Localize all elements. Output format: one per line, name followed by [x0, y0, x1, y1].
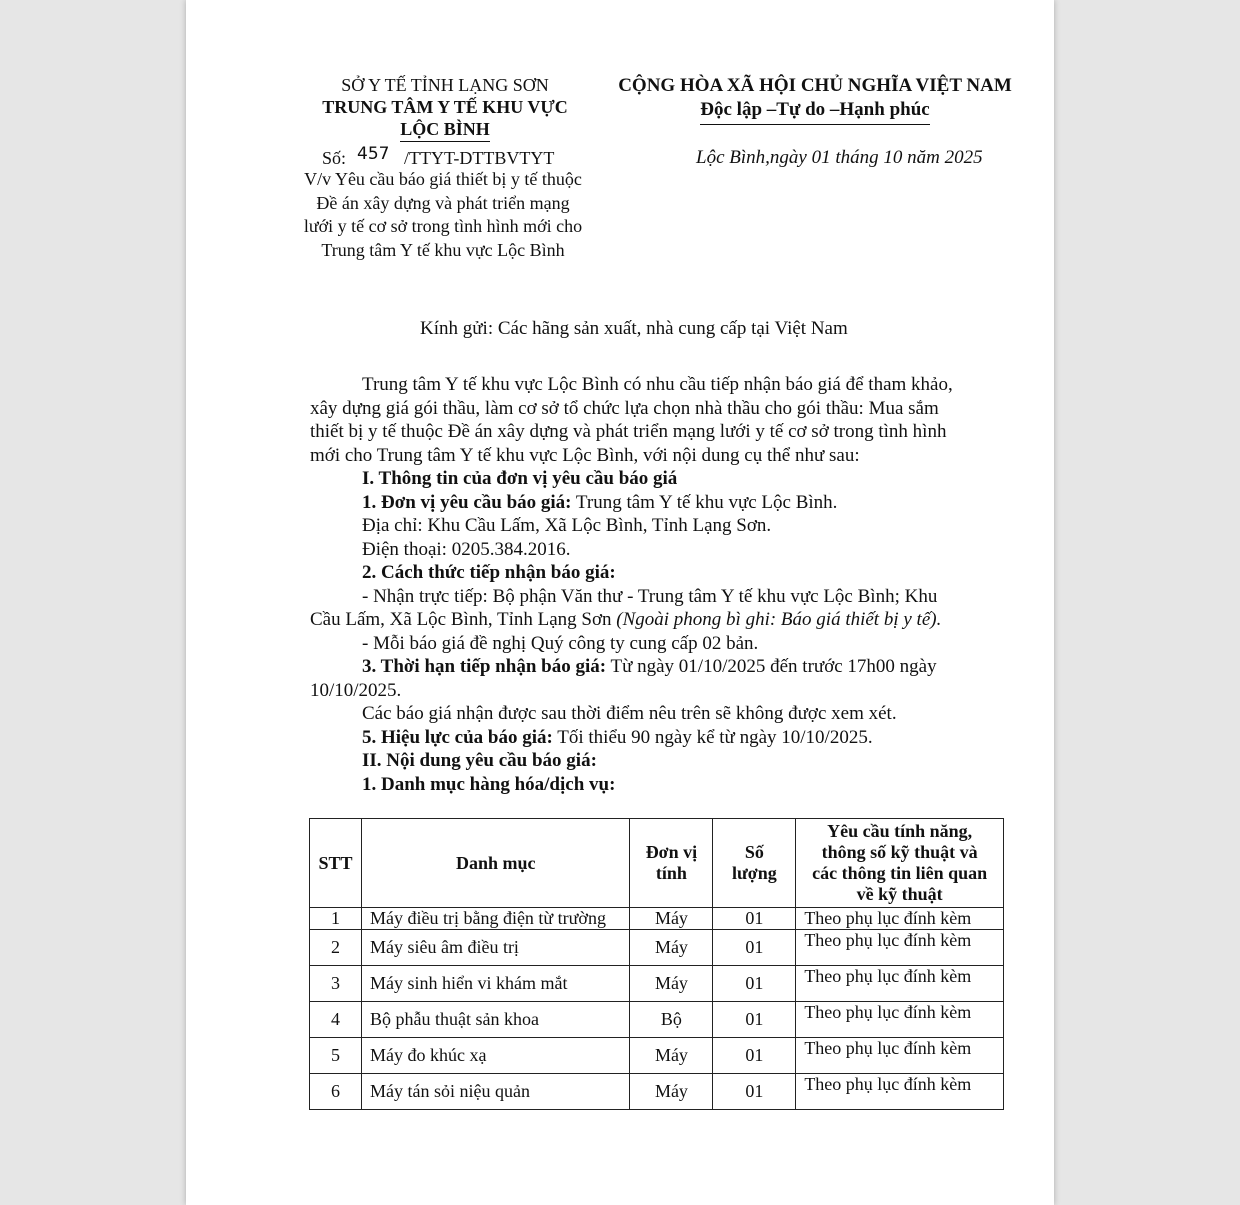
validity-value: Tối thiểu 90 ngày kể từ ngày 10/10/2025. [552, 726, 873, 748]
header-stt: STT [310, 819, 362, 908]
agency-name-line1: TRUNG TÂM Y TẾ KHU VỰC [322, 97, 568, 117]
envelope-note: (Ngoài phong bì ghi: Báo giá thiết bị y tế). [616, 609, 942, 630]
cell-requirements: Theo phụ lục đính kèm [796, 908, 1004, 930]
cell-name: Máy sinh hiển vi khám mắt [361, 966, 630, 1002]
cell-stt: 4 [310, 1002, 362, 1038]
intro-paragraph [310, 373, 1000, 467]
phone: Điện thoại: 0205.384.2016. [362, 538, 571, 560]
header-qty-line: lượng [731, 863, 777, 883]
doc-number-suffix: /TTYT-DTTBVTYT [404, 148, 555, 168]
intro-line: Trung tâm Y tế khu vực Lộc Bình có nhu cầu tiếp nhận báo giá để tham khảo, [362, 374, 953, 395]
deadline-label: 3. Thời hạn tiếp nhận báo giá: [362, 656, 607, 677]
cell-qty: 01 [713, 1074, 796, 1110]
cell-unit: Máy [630, 908, 713, 930]
subject-line: V/v Yêu cầu báo giá thiết bị y tế thuộc [304, 169, 582, 189]
deadline-value: Từ ngày 01/10/2025 đến trước 17h00 ngày [606, 656, 937, 677]
cell-stt: 3 [310, 966, 362, 1002]
late-note: Các báo giá nhận được sau thời điểm nêu trên sẽ không được xem xét. [362, 703, 897, 724]
header-unit [630, 819, 713, 908]
table-row [310, 1002, 1004, 1038]
header-requirements [796, 819, 1004, 908]
document-subject [290, 168, 596, 262]
goods-table [309, 818, 1004, 1110]
cell-requirements: Theo phụ lục đính kèm [796, 966, 1004, 1002]
address: Địa chỉ: Khu Cầu Lấm, Xã Lộc Bình, Tỉnh Lạng Sơn. [362, 515, 772, 536]
table-header-row [310, 819, 1004, 908]
validity [310, 726, 1000, 750]
cell-stt: 6 [310, 1074, 362, 1110]
section-1 [310, 467, 1000, 796]
intro-line: xây dựng giá gói thầu, làm cơ sở tổ chức lựa chọn nhà thầu cho gói thầu: Mua sắm [310, 397, 939, 419]
cell-unit: Máy [630, 1038, 713, 1074]
deadline-value-cont: 10/10/2025. [310, 679, 402, 701]
direct-delivery-line2 [310, 608, 1000, 632]
header-unit-line: tính [655, 863, 687, 883]
header-req-line: Yêu cầu tính năng, [827, 821, 973, 841]
header-req-line: thông số kỹ thuật và [821, 842, 978, 862]
intro-line: mới cho Trung tâm Y tế khu vực Lộc Bình, với nội dung cụ thể như sau: [310, 444, 860, 466]
table-row [310, 1074, 1004, 1110]
cell-qty: 01 [713, 1002, 796, 1038]
validity-label: 5. Hiệu lực của báo giá: [362, 726, 553, 748]
header-qty-line: Số [744, 842, 764, 862]
header-req-line: các thông tin liên quan [812, 863, 988, 883]
cell-name: Máy điều trị bằng điện từ trường [361, 908, 630, 930]
header-name: Danh mục [361, 819, 630, 908]
cell-requirements: Theo phụ lục đính kèm [796, 1038, 1004, 1074]
header-qty [713, 819, 796, 908]
header-unit-line: Đơn vị [645, 842, 698, 862]
subject-line: Đề án xây dựng và phát triển mạng [316, 192, 570, 213]
cell-name: Máy siêu âm điều trị [361, 930, 630, 966]
cell-name: Máy tán sỏi niệu quản [361, 1074, 630, 1110]
cell-requirements: Theo phụ lục đính kèm [796, 1074, 1004, 1110]
cell-qty: 01 [713, 966, 796, 1002]
cell-qty: 01 [713, 908, 796, 930]
cell-stt: 1 [310, 908, 362, 930]
direct-delivery-address: Cầu Lấm, Xã Lộc Bình, Tỉnh Lạng Sơn [310, 609, 617, 630]
recipient-line: Kính gửi: Các hãng sản xuất, nhà cung cấp tại Việt Nam [420, 318, 848, 339]
cell-unit: Bộ [630, 1002, 713, 1038]
cell-unit: Máy [630, 930, 713, 966]
cell-unit: Máy [630, 966, 713, 1002]
requesting-unit-value: Trung tâm Y tế khu vực Lộc Bình. [571, 491, 838, 513]
cell-stt: 5 [310, 1038, 362, 1074]
cell-requirements: Theo phụ lục đính kèm [796, 1002, 1004, 1038]
doc-number-prefix: Số: [322, 148, 347, 168]
cell-qty: 01 [713, 1038, 796, 1074]
table-row [310, 966, 1004, 1002]
deadline [310, 655, 1000, 679]
section-1-heading: I. Thông tin của đơn vị yêu cầu báo giá [362, 468, 678, 489]
national-header [610, 74, 1020, 125]
document-date: Lộc Bình,ngày 01 tháng 10 năm 2025 [696, 147, 983, 168]
subject-line: lưới y tế cơ sở trong tình hình mới cho [303, 216, 583, 236]
cell-requirements: Theo phụ lục đính kèm [796, 930, 1004, 966]
goods-list-heading: 1. Danh mục hàng hóa/dịch vụ: [362, 773, 616, 795]
cell-stt: 2 [310, 930, 362, 966]
cell-name: Bộ phẫu thuật sản khoa [361, 1002, 630, 1038]
agency-name-line2: LỘC BÌNH [400, 118, 490, 142]
cell-qty: 01 [713, 930, 796, 966]
header-req-line: về kỹ thuật [856, 884, 943, 904]
section-2-heading: II. Nội dung yêu cầu báo giá: [362, 750, 597, 771]
table-row [310, 930, 1004, 966]
national-motto: Độc lập –Tự do –Hạnh phúc [700, 98, 929, 125]
cell-name: Máy đo khúc xạ [361, 1038, 630, 1074]
requesting-unit [310, 491, 1000, 515]
national-title: CỘNG HÒA XÃ HỘI CHỦ NGHĨA VIỆT NAM [618, 75, 1012, 96]
copies-note: - Mỗi báo giá đề nghị Quý công ty cung cấp 02 bản. [362, 632, 759, 654]
table-row [310, 908, 1004, 930]
requesting-unit-label: 1. Đơn vị yêu cầu báo giá: [362, 491, 572, 513]
intro-line: thiết bị y tế thuộc Đề án xây dựng và phát triển mạng lưới y tế cơ sở trong tình hình [310, 421, 947, 442]
cell-unit: Máy [630, 1074, 713, 1110]
agency-parent: SỞ Y TẾ TỈNH LẠNG SƠN [341, 75, 549, 95]
subject-line: Trung tâm Y tế khu vực Lộc Bình [321, 239, 565, 260]
doc-number-handwritten: 457 [357, 144, 390, 164]
direct-delivery-line1: - Nhận trực tiếp: Bộ phận Văn thư - Trung tâm Y tế khu vực Lộc Bình; Khu [362, 585, 938, 607]
table-row [310, 1038, 1004, 1074]
receiving-method-label: 2. Cách thức tiếp nhận báo giá: [362, 562, 616, 583]
agency-header [290, 74, 600, 142]
